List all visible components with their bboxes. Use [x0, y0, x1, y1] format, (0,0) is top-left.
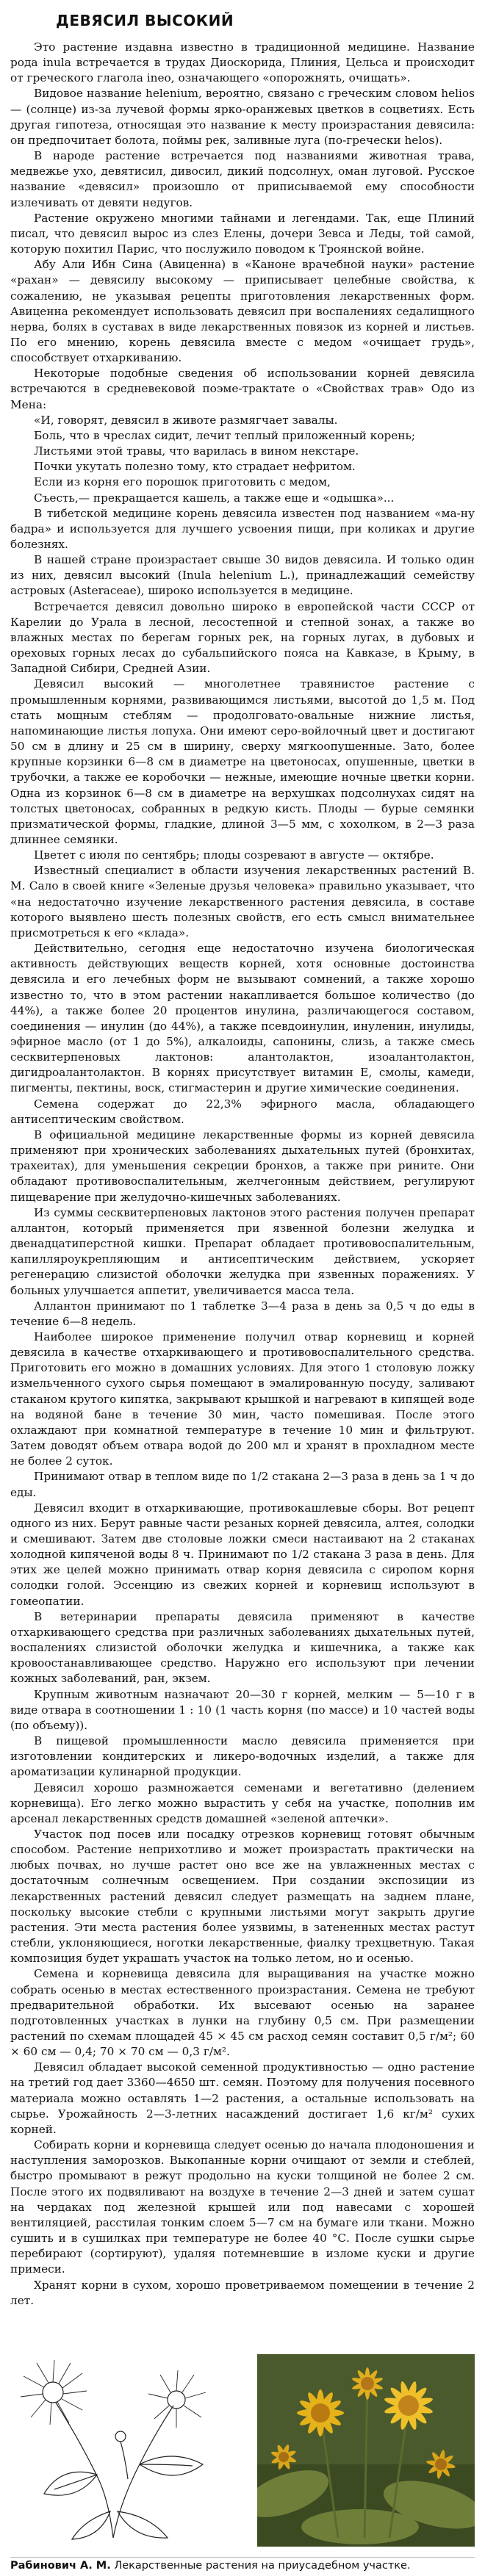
paragraph: Принимают отвар в теплом виде по 1/2 стакана 2—3 раза в день за 1 ч до еды. [10, 1470, 475, 1499]
poem-quote [10, 413, 475, 506]
source-footer [10, 2557, 475, 2572]
paragraph: Встречается девясил довольно широко в европейской части СССР от Карелии до Урала в лесной, лесостепной и степной зонах, а также во влажных местах по берегам горных рек, на горных лугах, в дубовых и ореховых горных лесах до субальпийского пояса на Кавказе, в Крыму, в Западной Сибири, Средней Азии. [10, 599, 475, 676]
paragraph: Девясил хорошо размножается семенами и вегетативно (делением корневища). Его легко можно вырастить у себя на участке, пополнив им арсенал лекарственных средств домашней «зеленой аптечки». [10, 1781, 475, 1825]
paragraph: Действительно, сегодня еще недостаточно изучена биологическая активность действующих веществ корней, хотя основные достоинства девясила и его лечебных форм не вызывают сомнений, а также хорошо известно то, что в этом растении накапливается большое количество (до 44%), а также более 20 процентов инулина, различающегося составом, соединения — инулин (до 44%), а также псевдоинулин, инуленин, инулиды, эфирное масло (от 1 до 5%), алкалоиды, сапонины, слизь, а также смесь сесквитерпеновых лактонов: алантолактон, изоалантолактон, дигидроалантолактон. В корнях присутствует витамин Е, смолы, камеди, пигменты, пектины, воск, стигмастерин и другие химические соединения. [10, 942, 475, 1095]
footer-book-title: Лекарственные растения на приусадебном участке. [114, 2560, 411, 2572]
paragraph: Крупным животным назначают 20—30 г корней, мелким — 5—10 г в виде отвара в соотношении 1 : 10 (1 часть корня (по массе) и 10 частей воды (по объему)). [10, 1687, 475, 1732]
paragraph: Некоторые подобные сведения об использовании корней девясила встречаются в средневековой поэме-трактате о «Свойствах трав» Одо из Мена: [10, 367, 475, 411]
illustrations-row [10, 2354, 475, 2547]
paragraph: Цветет с июля по сентябрь; плоды созревают в августе — октябре. [34, 848, 434, 862]
paragraph: Хранят корни в сухом, хорошо проветриваемом помещении в течение 2 лет. [10, 2278, 475, 2307]
botanical-drawing [10, 2354, 228, 2547]
page-title: ДЕВЯСИЛ ВЫСОКИЙ [56, 12, 234, 29]
paragraph: В тибетской медицине корень девясила известен под названием «ма-ну бадра» и используется для лучшего усвоения пищи, при коликах и другие болезнях. [10, 506, 475, 551]
paragraph: Участок под посев или посадку отрезков корневищ готовят обычным способом. Растение неприхотливо и может произрастать практически на любых почвах, но лучше растет оно все же на увлажненных местах с достаточным солнечным освещением. При создании экспозиции из лекарственных растений девясил следует размещать на заднем плане, поскольку высокие стебли с крупными листьями могут закрыть другие растения. Эти места растения более уязвимы, в затененных местах растут стебли, уклоняющиеся, ноготки лекарственные, фиалку трехцветную. Такая композиция будет украшать участок на только летом, но и осенью. [10, 1827, 475, 1966]
paragraph: Девясил входит в отхаркивающие, противокашлевые сборы. Вот рецепт одного из них. Берут равные части резаных корней девясила, алтея, солодки и смешивают. Затем две столовые ложки смеси настаивают на 2 стаканах холодной кипяченой воды 8 ч. Принимают по 1/2 стакана 3 раза в день. Для этих же целей можно принимать отвар корня девясила с сиропом корня солодки голой. Эссенцию из свежих корней и корневищ используют в гомеопатии. [10, 1501, 475, 1608]
verse-line: Съесть,— прекращается кашель, а также еще и «одышка»... [34, 491, 395, 505]
paragraph: Семена содержат до 22,3% эфирного масла, обладающего антисептическим свойством. [10, 1097, 475, 1126]
botanical-drawing-icon [10, 2354, 228, 2547]
verse-line: Боль, что в чреслах сидит, лечит теплый приложенный корень; [34, 428, 415, 442]
paragraph: Из суммы сесквитерпеновых лактонов этого растения получен препарат аллантон, который применяется при язвенной болезни желудка и двенадцатиперстной кишки. Препарат обладает противовоспалительным, капилляроукрепляющим и антисептическим действием, ускоряет регенерацию слизистой оболочки желудка при язвенных поражениях. У больных улучшается аппетит, увеличивается масса тела. [10, 1205, 475, 1297]
paragraph: Аллантон принимают по 1 таблетке 3—4 раза в день за 0,5 ч до еды в течение 6—8 недель. [10, 1299, 475, 1328]
verse-line: Если из корня его порошок приготовить с медом, [34, 475, 331, 489]
paragraph: Это растение издавна известно в традиционной медицине. Название рода inula встречается в трудах Диоскорида, Плиния, Цельса и происходит от греческого глагола ineo, означающего «опорожнять, очищать». [10, 40, 475, 85]
paragraph: В пищевой промышленности масло девясила применяется при изготовлении кондитерских и ликеро-водочных изделий, а также для ароматизации кулинарной продукции. [10, 1734, 475, 1779]
paragraph: В официальной медицине лекарственные формы из корней девясила применяют при хронических заболеваниях дыхательных путей (бронхитах, трахеитах), для уменьшения секреции бронхов, а также при рините. Они обладают противовоспалительным, желчегонным действием, регулируют пищеварение при желудочно-кишечных заболеваниях. [10, 1128, 475, 1204]
paragraph: Семена и корневища девясила для выращивания на участке можно собрать осенью в местах естественного произрастания. Семена не требуют предварительной обработки. Их высевают осенью на заранее подготовленных участках в лунки на глубину 0,5 см. При размещении растений по схемам площадей 45 × 45 см расход семян составит 0,5 г/м²; 60 × 60 см — 0,4; 70 × 70 см — 0,3 г/м². [10, 1967, 475, 2059]
footer-author: Рабинович А. М. [10, 2560, 111, 2572]
article-body [10, 40, 475, 2309]
paragraph: Девясил высокий — многолетнее травянистое растение с промышленным корнями, развивающимся листьями, высотой до 1,5 м. Под стать мощным стеблям — продолговато-овальные нижние листья, напоминающие листья лопуха. Они имеют серо-войлочный цвет и достигают 50 см в длину и 25 см в ширину, сверху мягкоопушенные. Зато, более крупные корзинки 6—8 см в диаметре на цветоносах, опушенные, цветки в трубочки, а также ее коробочки — нежные, имеющие ночные цветки корни. Одна из корзинок 6—8 см в диаметре на верхушках подсолнухах сидят на толстых цветоносах, собранных в редкую кисть. Плоды — бурые семянки призматической формы, гладкие, длиной 3—5 мм, с хохолком, в 2—3 раза длиннее семянки. [10, 677, 475, 846]
verse-line: Листьями этой травы, что варилась в вином некстаре. [34, 444, 359, 458]
paragraph: Растение окружено многими тайнами и легендами. Так, еще Плиний писал, что девясил вырос из слез Елены, дочери Зевса и Леды, той самой, которую похитил Парис, что послужило поводом к Троянской войне. [10, 211, 475, 256]
paragraph: Девясил обладает высокой семенной продуктивностью — одно растение на третий год дает 3360—4650 шт. семян. Поэтому для получения посевного материала можно оставлять 1—2 растения, а остальные использовать на сырье. Урожайность 2—3-летних насаждений достигает 1,6 кг/м² сухих корней. [10, 2060, 475, 2136]
paragraph: Известный специалист в области изучения лекарственных растений В. М. Сало в своей книге «Зеленые друзья человека» правильно указывает, что «на недостаточно изучение лекарственного растения девясила, в составе которого выявлено шесть полезных свойств, его есть смысл внимательнее присмотреться к его «клада». [10, 864, 475, 939]
flower-photo-icon [257, 2354, 475, 2547]
paragraph: В народе растение встречается под названиями животная трава, медвежье ухо, девятисил, дивосил, дикий подсолнух, оман луговой. Русское название «девясил» произошло от приписываемой ему способности излечивать от девяти недугов. [10, 149, 475, 209]
paragraph: Наиболее широкое применение получил отвар корневищ и корней девясила в качестве отхаркивающего и противовоспалительного средства. Приготовить его можно в домашних условиях. Для этого 1 столовую ложку измельченного сухого сырья помещают в эмалированную посуду, заливают стаканом крутого кипятка, закрывают крышкой и нагревают в кипящей воде на водяной бане в течение 30 мин, часто помешивая. После этого охлаждают при комнатной температуре в течение 10 мин и фильтруют. Затем доводят объем отвара водой до 200 мл и хранят в прохладном месте не более 2 суток. [10, 1330, 475, 1468]
paragraph: В ветеринарии препараты девясила применяют в качестве отхаркивающего средства при различных заболеваниях дыхательных путей, воспалениях слизистой оболочки желудка и кишечника, а также как кровоостанавливающее средство. Наружно его используют при лечении кожных заболеваний, ран, экзем. [10, 1609, 475, 1686]
paragraph: В нашей стране произрастает свыше 30 видов девясила. И только один из них, девясил высокий (Inula helenium L.), принадлежащий семейству астровых (Asteraceae), широко используется в медицине. [10, 553, 475, 598]
verse-line: Почки укутать полезно тому, кто страдает нефритом. [34, 460, 356, 474]
flower-photo [257, 2354, 475, 2547]
verse-line: «И, говорят, девясил в животе размягчает завалы. [34, 413, 338, 427]
paragraph: Абу Али Ибн Сина (Авиценна) в «Каноне врачебной науки» растение «рахан» — девясилу высокому — приписывает целебные свойства, к сожалению, не указывая рецепты приготовления лекарственных форм. Авиценна рекомендует использовать девясил при воспалениях седалищного нерва, болях в суставах в виде лекарственных повязок из корней и листьев. По его мнению, корень девясила вместе с медом «очищает грудь», способствует отхаркиванию. [10, 258, 475, 365]
paragraph: Собирать корни и корневища следует осенью до начала плодоношения и наступления заморозков. Выкопанные корни очищают от земли и стеблей, быстро промывают в режут продольно на куски толщиной не более 2 см. После этого их подвяливают на воздухе в течение 2—3 дней и затем сушат на чердаках под железной крышей или под навесами с хорошей вентиляцией, расстилая тонким слоем 5—7 см на бумаге или ткани. Можно сушить и в сушилках при температуре не более 40 °С. После сушки сырье перебирают (сортируют), удаляя потемневшие в изломе куски и другие примеси. [10, 2138, 475, 2276]
paragraph: Видовое название helenium, вероятно, связано с греческим словом helios — (солнце) из-за лучевой формы ярко-оранжевых цветков в соцветиях. Есть другая гипотеза, относящая это название к месту произрастания девясила: он предпочитает болота, поймы рек, заливные луга (по-гречески helos). [10, 87, 475, 147]
